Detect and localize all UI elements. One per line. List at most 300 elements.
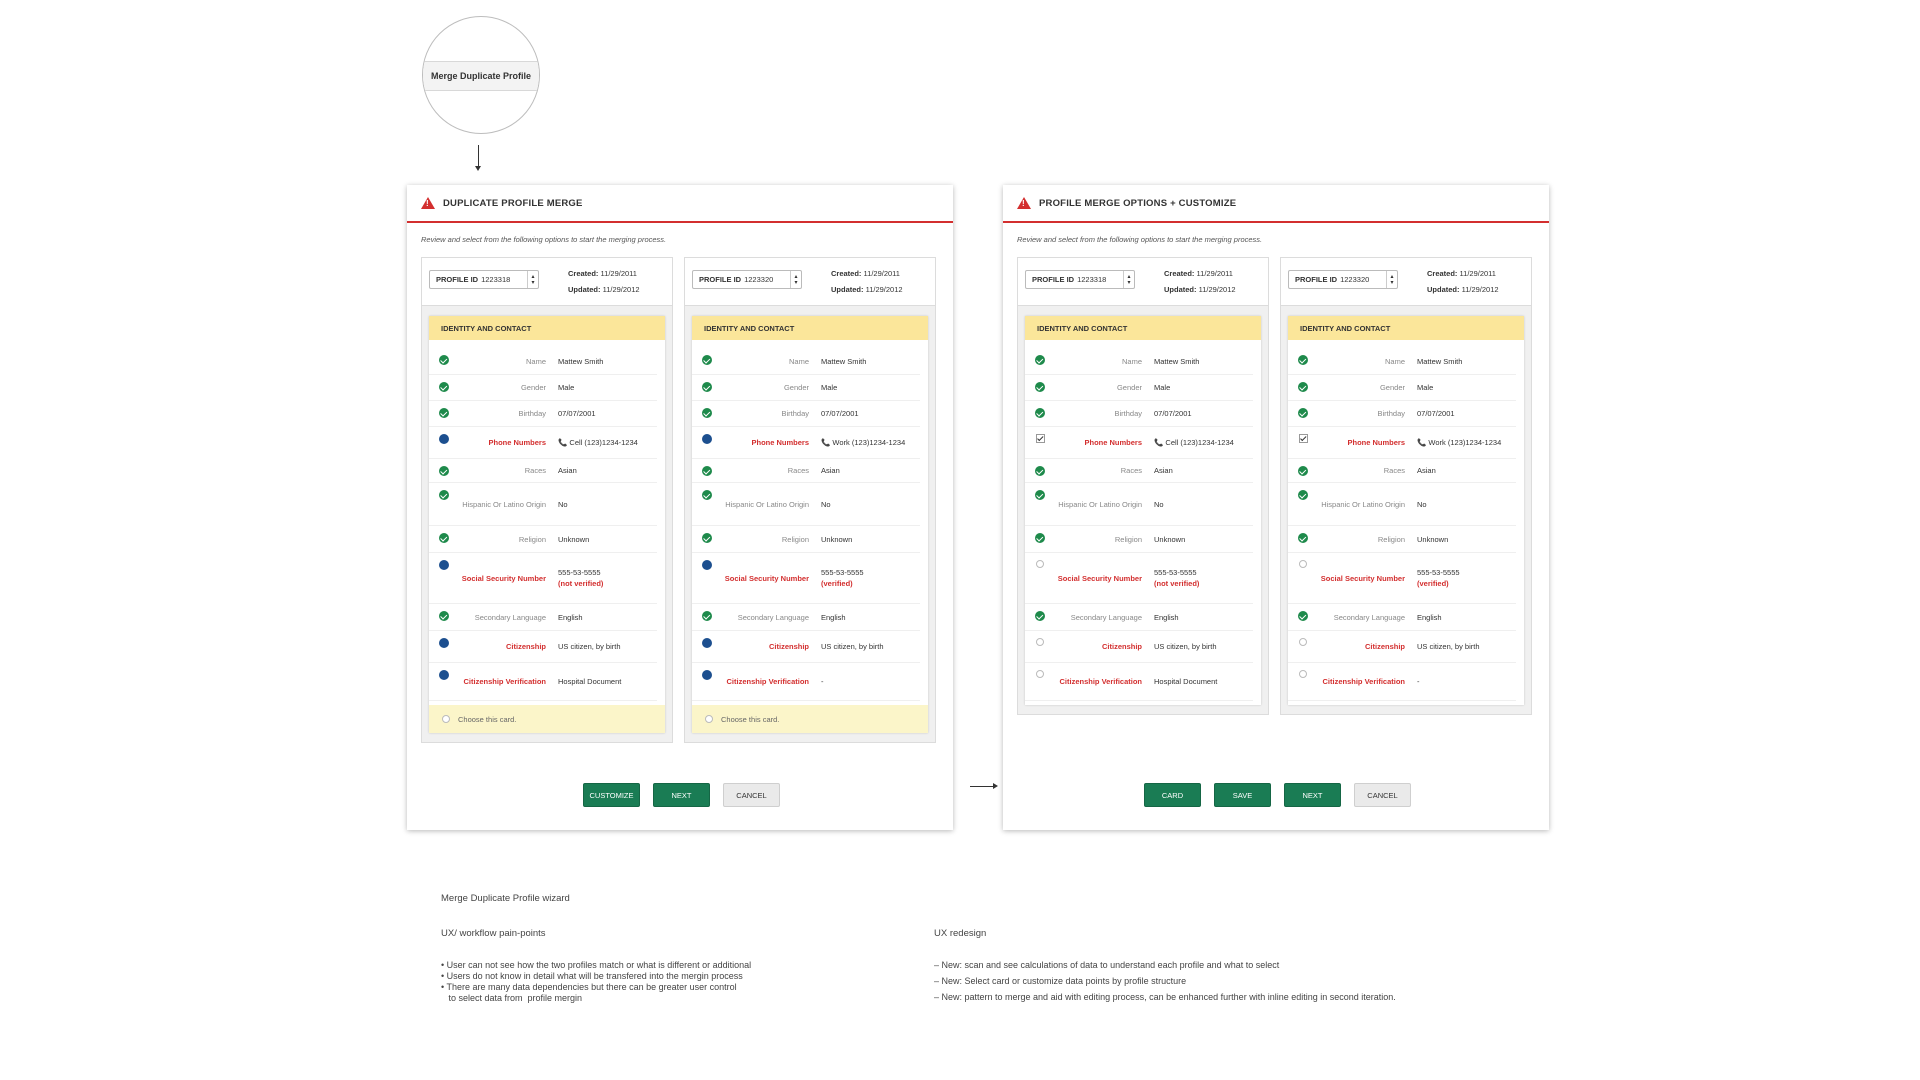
duplicate-profile-merge-dialog (407, 185, 953, 830)
field-value (546, 534, 589, 545)
check-circle-icon (1035, 466, 1045, 476)
check-circle-icon (1035, 382, 1045, 392)
field-row (692, 427, 920, 459)
identity-card (1025, 316, 1261, 705)
field-value-text: - (821, 677, 824, 686)
field-label: Citizenship Verification (726, 677, 809, 686)
field-value-text: Mattew Smith (1154, 356, 1200, 366)
field-label: Secondary Language (1070, 612, 1142, 622)
check-circle-icon (1035, 490, 1045, 500)
field-value-text: Hospital Document (558, 677, 622, 686)
field-label: Social Security Number (1057, 573, 1142, 583)
card-title: IDENTITY AND CONTACT (1025, 316, 1261, 340)
field-value (1405, 382, 1433, 393)
card-title: IDENTITY AND CONTACT (429, 316, 665, 340)
field-label: Social Security Number (461, 573, 546, 583)
check-circle-icon (702, 382, 712, 392)
field-value (1142, 408, 1192, 419)
field-label: Hispanic Or Latino Origin (462, 499, 546, 509)
check-circle-icon (439, 490, 449, 500)
field-row (1025, 483, 1253, 526)
plus-circle-icon[interactable] (439, 434, 449, 444)
field-value-text: 07/07/2001 (1154, 409, 1192, 418)
field-value-text: US citizen, by birth (821, 642, 884, 651)
field-row (1288, 553, 1516, 604)
checkbox-icon[interactable] (1036, 434, 1045, 443)
profile-column-2 (1280, 257, 1532, 715)
check-circle-icon (1298, 382, 1308, 392)
field-value-text: 555-53-5555 (1417, 568, 1460, 577)
field-label: Religion (518, 534, 546, 544)
field-row (692, 483, 920, 526)
field-value-text: Unknown (821, 534, 853, 544)
check-circle-icon (702, 408, 712, 418)
field-value (1405, 676, 1420, 687)
pain-points-title: UX/ workflow pain-points (441, 928, 546, 939)
field-row (1025, 553, 1253, 604)
verification-status: (verified) (821, 579, 853, 588)
field-row (1025, 427, 1253, 459)
plus-circle-icon[interactable] (439, 560, 449, 570)
field-row (1025, 663, 1253, 701)
plus-circle-icon[interactable] (702, 560, 712, 570)
field-label: Races (1120, 466, 1142, 475)
field-value (1405, 437, 1501, 448)
profile-header (1018, 258, 1268, 306)
field-label: Gender (1116, 383, 1142, 392)
radio-icon[interactable] (1299, 638, 1307, 646)
field-value (1405, 612, 1442, 623)
profile-id-select[interactable] (1025, 270, 1135, 289)
check-circle-icon (1035, 533, 1045, 543)
field-value-text: 555-53-5555 (821, 568, 864, 577)
cancel-button[interactable]: CANCEL (1354, 783, 1411, 807)
field-value (1405, 356, 1462, 367)
redesign-item: – New: scan and see calculations of data to understand each profile and what to select (934, 960, 1280, 970)
field-value (546, 465, 577, 476)
check-circle-icon (439, 533, 449, 543)
field-label: Religion (781, 534, 809, 544)
field-label: Citizenship (1364, 642, 1405, 651)
choose-card-option[interactable] (692, 705, 928, 733)
plus-circle-icon[interactable] (702, 670, 712, 680)
identity-card (1288, 316, 1524, 705)
check-circle-icon (1298, 355, 1308, 365)
field-value-text: No (1417, 499, 1427, 509)
field-label: Citizenship (768, 642, 809, 651)
field-row (1288, 631, 1516, 663)
field-value (1142, 382, 1170, 393)
field-row (692, 401, 920, 427)
check-circle-icon (1298, 408, 1308, 418)
card-button[interactable]: CARD (1144, 783, 1201, 807)
check-circle-icon (702, 466, 712, 476)
field-label: Birthday (1114, 409, 1142, 418)
field-label: Name (1121, 356, 1142, 366)
field-value (809, 408, 859, 419)
plus-circle-icon[interactable] (439, 638, 449, 648)
field-row (692, 604, 920, 631)
redesign-list (934, 960, 1396, 1008)
redesign-title: UX redesign (934, 928, 987, 939)
cancel-button[interactable]: CANCEL (723, 783, 780, 807)
profile-id-value: 1223318 (1077, 275, 1107, 284)
field-value (546, 499, 568, 510)
field-value (809, 534, 852, 545)
card-title: IDENTITY AND CONTACT (1288, 316, 1524, 340)
field-value (1142, 437, 1234, 448)
field-row (1288, 604, 1516, 631)
choose-card-label: Choose this card. (458, 714, 517, 724)
field-row (429, 526, 657, 553)
updated-date: 11/29/2012 (865, 285, 903, 294)
radio-icon[interactable] (1036, 560, 1044, 568)
field-row (1288, 348, 1516, 375)
updated-label: Updated: (1427, 285, 1460, 294)
field-value (809, 437, 905, 448)
field-value (546, 382, 574, 393)
field-label: Hispanic Or Latino Origin (1058, 499, 1142, 509)
profile-id-value: 1223318 (481, 275, 511, 284)
radio-icon[interactable] (1036, 638, 1044, 646)
created-date: 11/29/2011 (600, 269, 637, 278)
redesign-item: – New: Select card or customize data points by profile structure (934, 976, 1187, 986)
field-row (1025, 459, 1253, 483)
field-value (1142, 465, 1173, 476)
right-arrow-icon (970, 786, 994, 787)
field-value (546, 612, 583, 623)
field-value-text: Male (1417, 383, 1434, 392)
radio-icon[interactable] (1036, 670, 1044, 678)
field-label: Citizenship (505, 642, 546, 651)
field-label: Citizenship Verification (1322, 677, 1405, 686)
field-row (429, 348, 657, 375)
field-row (692, 663, 920, 701)
field-label: Citizenship Verification (463, 677, 546, 686)
pain-point-item: • There are many data dependencies but there can be greater user control (441, 982, 737, 992)
profile-id-label: PROFILE ID (1295, 275, 1338, 284)
field-row (1025, 375, 1253, 401)
pain-point-item: to select data from profile mergin (441, 993, 583, 1003)
zoom-label: Merge Duplicate Profile (430, 71, 532, 81)
field-row (692, 553, 920, 604)
profile-header (422, 258, 672, 306)
field-label: Phone Numbers (488, 438, 546, 447)
profile-dates (568, 266, 640, 298)
next-button[interactable]: NEXT (653, 783, 710, 807)
created-label: Created: (1427, 269, 1458, 278)
profile-id-select[interactable] (692, 270, 802, 289)
field-value (1405, 408, 1455, 419)
field-value-text: English (558, 612, 583, 622)
field-value-text: Unknown (558, 534, 590, 544)
down-arrow-icon (478, 145, 479, 167)
field-row (429, 483, 657, 526)
radio-icon[interactable] (705, 715, 713, 723)
created-label: Created: (568, 269, 599, 278)
field-value-text: 555-53-5555 (558, 568, 601, 577)
verification-status: (not verified) (558, 579, 604, 588)
field-value-text: English (1154, 612, 1179, 622)
check-circle-icon (1298, 533, 1308, 543)
dialog-header (407, 185, 953, 223)
field-label: Races (1383, 466, 1405, 475)
field-value-text: No (821, 499, 831, 509)
field-value (1142, 534, 1185, 545)
field-value-text: - (1417, 677, 1420, 686)
field-value (546, 356, 603, 367)
check-circle-icon (1298, 611, 1308, 621)
field-value-text: No (558, 499, 568, 509)
field-value (1142, 676, 1217, 687)
field-row (429, 631, 657, 663)
field-label: Citizenship Verification (1059, 677, 1142, 686)
warning-icon (421, 197, 435, 209)
field-value (546, 408, 596, 419)
field-value (1142, 567, 1199, 589)
field-row (692, 526, 920, 553)
field-row (1288, 427, 1516, 459)
field-label: Citizenship (1101, 642, 1142, 651)
check-circle-icon (702, 355, 712, 365)
pain-point-item: • Users do not know in detail what will be transfered into the mergin process (441, 971, 743, 981)
field-value-text: Male (558, 383, 575, 392)
field-value-text: 📞 Cell (123)1234-1234 (1154, 438, 1234, 447)
field-label: Hispanic Or Latino Origin (1321, 499, 1405, 509)
field-label: Phone Numbers (751, 438, 809, 447)
field-value-text: Unknown (1417, 534, 1449, 544)
verification-status: (not verified) (1154, 579, 1200, 588)
customize-button[interactable]: CUSTOMIZE (583, 783, 640, 807)
field-value (809, 382, 837, 393)
updated-label: Updated: (568, 285, 601, 294)
dialog-header (1003, 185, 1549, 223)
field-row (1288, 401, 1516, 427)
field-value (1405, 534, 1448, 545)
field-row (429, 604, 657, 631)
field-value (809, 356, 866, 367)
field-value-text: 07/07/2001 (821, 409, 859, 418)
choose-card-label: Choose this card. (721, 714, 780, 724)
field-value (1142, 612, 1179, 623)
check-circle-icon (1035, 355, 1045, 365)
field-row (1025, 631, 1253, 663)
check-circle-icon (439, 408, 449, 418)
field-label: Religion (1377, 534, 1405, 544)
plus-circle-icon[interactable] (702, 638, 712, 648)
field-value (546, 676, 621, 687)
field-row (1288, 483, 1516, 526)
select-arrows-icon[interactable]: ▴ ▾ (1123, 271, 1134, 288)
field-label: Hispanic Or Latino Origin (725, 499, 809, 509)
field-label: Religion (1114, 534, 1142, 544)
field-row (1288, 663, 1516, 701)
field-value-text: 07/07/2001 (1417, 409, 1455, 418)
field-label: Birthday (781, 409, 809, 418)
radio-icon[interactable] (442, 715, 450, 723)
field-row (1288, 526, 1516, 553)
field-row (1288, 375, 1516, 401)
field-value-text: Male (1154, 383, 1171, 392)
field-value-text: US citizen, by birth (1154, 642, 1217, 651)
field-value (1405, 567, 1460, 589)
dialog-description: Review and select from the following options to start the merging process. (421, 235, 667, 244)
created-date: 11/29/2011 (1196, 269, 1233, 278)
created-date: 11/29/2011 (1459, 269, 1496, 278)
field-value (1405, 465, 1436, 476)
profile-id-select[interactable] (1288, 270, 1398, 289)
check-circle-icon (439, 382, 449, 392)
field-value-text: Mattew Smith (1417, 356, 1463, 366)
field-label: Name (1384, 356, 1405, 366)
check-circle-icon (1298, 466, 1308, 476)
field-value-text: Male (821, 383, 838, 392)
select-arrows-icon[interactable]: ▴ ▾ (1386, 271, 1397, 288)
profile-id-value: 1223320 (1340, 275, 1370, 284)
dialog-title: DUPLICATE PROFILE MERGE (443, 197, 583, 209)
field-row (429, 663, 657, 701)
field-row (429, 375, 657, 401)
profile-dates (1427, 266, 1499, 298)
plus-circle-icon[interactable] (439, 670, 449, 680)
pain-points-list (441, 960, 751, 1004)
field-value-text: Mattew Smith (558, 356, 604, 366)
dialog-title: PROFILE MERGE OPTIONS + CUSTOMIZE (1039, 197, 1237, 209)
field-value-text: English (1417, 612, 1442, 622)
field-value-text: 07/07/2001 (558, 409, 596, 418)
field-value (546, 641, 621, 652)
field-value (809, 612, 846, 623)
check-circle-icon (439, 355, 449, 365)
checkbox-icon[interactable] (1299, 434, 1308, 443)
zoom-menu-item[interactable] (423, 61, 539, 91)
save-button[interactable]: SAVE (1214, 783, 1271, 807)
radio-icon[interactable] (1299, 560, 1307, 568)
field-label: Name (788, 356, 809, 366)
field-value (546, 567, 603, 589)
field-row (1288, 459, 1516, 483)
check-circle-icon (1035, 408, 1045, 418)
zoom-callout (422, 16, 540, 134)
radio-icon[interactable] (1299, 670, 1307, 678)
next-button[interactable]: NEXT (1284, 783, 1341, 807)
field-row (429, 553, 657, 604)
field-value (809, 641, 884, 652)
field-row (429, 459, 657, 483)
field-value-text: Asian (558, 466, 577, 475)
field-value-text: US citizen, by birth (558, 642, 621, 651)
field-value-text: 📞 Work (123)1234-1234 (821, 438, 906, 447)
field-row (692, 459, 920, 483)
field-value (546, 437, 638, 448)
check-circle-icon (439, 611, 449, 621)
select-arrows-icon[interactable]: ▴ ▾ (790, 271, 801, 288)
card-title: IDENTITY AND CONTACT (692, 316, 928, 340)
check-circle-icon (702, 490, 712, 500)
pain-point-item: • User can not see how the two profiles match or what is different or additional (441, 960, 752, 970)
updated-date: 11/29/2012 (1198, 285, 1236, 294)
field-value-text: Asian (1417, 466, 1436, 475)
field-value (1405, 641, 1480, 652)
check-circle-icon (1298, 490, 1308, 500)
field-value-text: Mattew Smith (821, 356, 867, 366)
field-label: Name (525, 356, 546, 366)
dialog-description: Review and select from the following options to start the merging process. (1017, 235, 1263, 244)
profile-header (685, 258, 935, 306)
updated-label: Updated: (831, 285, 864, 294)
choose-card-option[interactable] (429, 705, 665, 733)
field-row (692, 631, 920, 663)
field-label: Social Security Number (1320, 573, 1405, 583)
field-value-text: 📞 Work (123)1234-1234 (1417, 438, 1502, 447)
profile-id-value: 1223320 (744, 275, 774, 284)
profile-id-select[interactable] (429, 270, 539, 289)
check-circle-icon (439, 466, 449, 476)
field-value (809, 465, 840, 476)
warning-icon (1017, 197, 1031, 209)
field-value-text: Asian (821, 466, 840, 475)
notes-title: Merge Duplicate Profile wizard (441, 893, 570, 904)
check-circle-icon (1035, 611, 1045, 621)
identity-card[interactable] (692, 316, 928, 733)
field-label: Races (787, 466, 809, 475)
field-label: Gender (783, 383, 809, 392)
field-value (1142, 499, 1164, 510)
field-value-text: Unknown (1154, 534, 1186, 544)
field-label: Phone Numbers (1347, 438, 1405, 447)
select-arrows-icon[interactable]: ▴ ▾ (527, 271, 538, 288)
updated-date: 11/29/2012 (602, 285, 640, 294)
field-row (692, 375, 920, 401)
field-label: Gender (1379, 383, 1405, 392)
field-value (1142, 356, 1199, 367)
profile-id-label: PROFILE ID (436, 275, 479, 284)
identity-card[interactable] (429, 316, 665, 733)
field-value (809, 676, 824, 687)
field-label: Social Security Number (724, 573, 809, 583)
profile-id-label: PROFILE ID (1032, 275, 1075, 284)
redesign-item: – New: pattern to merge and aid with editing process, can be enhanced further with inline editing in second iteration. (934, 992, 1396, 1002)
profile-column-2 (684, 257, 936, 743)
field-label: Birthday (518, 409, 546, 418)
verification-status: (verified) (1417, 579, 1449, 588)
field-row (429, 427, 657, 459)
field-value-text: 555-53-5555 (1154, 568, 1197, 577)
field-label: Secondary Language (474, 612, 546, 622)
field-value (809, 567, 864, 589)
profile-merge-options-dialog (1003, 185, 1549, 830)
updated-label: Updated: (1164, 285, 1197, 294)
profile-id-label: PROFILE ID (699, 275, 742, 284)
field-label: Gender (520, 383, 546, 392)
field-value-text: No (1154, 499, 1164, 509)
profile-dates (831, 266, 903, 298)
field-label: Phone Numbers (1084, 438, 1142, 447)
field-label: Secondary Language (1333, 612, 1405, 622)
field-value (1142, 641, 1217, 652)
profile-dates (1164, 266, 1236, 298)
field-row (1025, 604, 1253, 631)
field-row (429, 401, 657, 427)
profile-column-1 (1017, 257, 1269, 715)
field-row (1025, 401, 1253, 427)
check-circle-icon (702, 533, 712, 543)
field-value-text: 📞 Cell (123)1234-1234 (558, 438, 638, 447)
created-date: 11/29/2011 (863, 269, 900, 278)
plus-circle-icon[interactable] (702, 434, 712, 444)
profile-column-1 (421, 257, 673, 743)
check-circle-icon (702, 611, 712, 621)
